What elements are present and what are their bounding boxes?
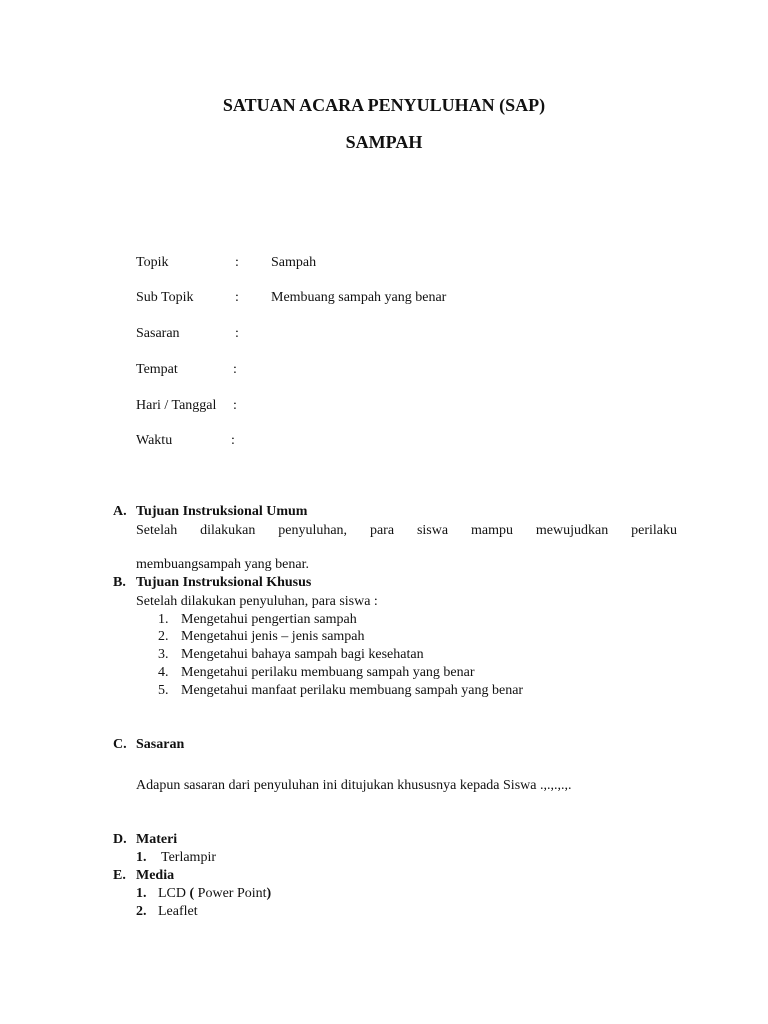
meta-label-sub-topik: Sub Topik xyxy=(136,290,194,305)
list-number: 1. xyxy=(158,612,169,627)
list-number: 3. xyxy=(158,647,169,662)
section-heading-tujuan-khusus: Tujuan Instruksional Khusus xyxy=(136,575,312,590)
section-heading-media: Media xyxy=(136,868,175,883)
list-number: 1. xyxy=(136,850,147,865)
list-item: Mengetahui bahaya sampah bagi kesehatan xyxy=(181,647,424,662)
list-item: Mengetahui jenis – jenis sampah xyxy=(181,629,365,644)
media-lcd-label: LCD xyxy=(158,886,190,901)
list-number: 5. xyxy=(158,683,169,698)
section-letter: B. xyxy=(113,575,126,590)
media-power-point-label: Power Point xyxy=(194,886,267,901)
paren-open: ( xyxy=(189,886,195,901)
section-letter: E. xyxy=(113,868,126,883)
doc-subtitle: SAMPAH xyxy=(345,132,423,152)
section-letter: C. xyxy=(113,737,127,752)
list-number: 1. xyxy=(136,886,147,901)
section-c-text: Adapun sasaran dari penyuluhan ini ditujukan khususnya kepada Siswa .,.,.,.,. xyxy=(136,778,572,793)
list-item: Terlampir xyxy=(161,850,216,865)
paren-close: ) xyxy=(266,886,272,901)
meta-label-waktu: Waktu xyxy=(136,433,173,448)
meta-value-topik: Sampah xyxy=(271,255,317,270)
doc-title: SATUAN ACARA PENYULUHAN (SAP) xyxy=(222,95,546,115)
section-a-text-line2: membuangsampah yang benar. xyxy=(136,557,310,572)
section-heading-tujuan-umum: Tujuan Instruksional Umum xyxy=(136,504,308,519)
meta-label-hari-tanggal: Hari / Tanggal xyxy=(136,398,217,413)
meta-label-topik: Topik xyxy=(136,255,169,270)
meta-label-tempat: Tempat xyxy=(136,362,178,377)
meta-colon: : xyxy=(235,326,239,341)
list-number: 2. xyxy=(158,629,169,644)
section-heading-sasaran: Sasaran xyxy=(136,737,185,752)
meta-colon: : xyxy=(233,398,237,413)
list-item: Mengetahui manfaat perilaku membuang sampah yang benar xyxy=(181,683,524,698)
meta-label-sasaran: Sasaran xyxy=(136,326,180,341)
list-number: 4. xyxy=(158,665,169,680)
list-item: Mengetahui pengertian sampah xyxy=(181,612,357,627)
section-letter: D. xyxy=(113,832,127,847)
meta-value-sub-topik: Membuang sampah yang benar xyxy=(271,290,447,305)
meta-colon: : xyxy=(231,433,235,448)
list-item: Mengetahui perilaku membuang sampah yang benar xyxy=(181,665,475,680)
section-letter: A. xyxy=(113,504,127,519)
list-item-lcd xyxy=(158,886,271,902)
section-b-intro: Setelah dilakukan penyuluhan, para siswa : xyxy=(136,594,378,609)
list-item: Leaflet xyxy=(158,904,198,919)
meta-colon: : xyxy=(235,255,239,270)
section-a-text-line1: Setelah dilakukan penyuluhan, para siswa mampu mewujudkan perilaku xyxy=(136,523,677,538)
meta-colon: : xyxy=(233,362,237,377)
section-heading-materi: Materi xyxy=(136,832,178,847)
list-number: 2. xyxy=(136,904,147,919)
meta-colon: : xyxy=(235,290,239,305)
